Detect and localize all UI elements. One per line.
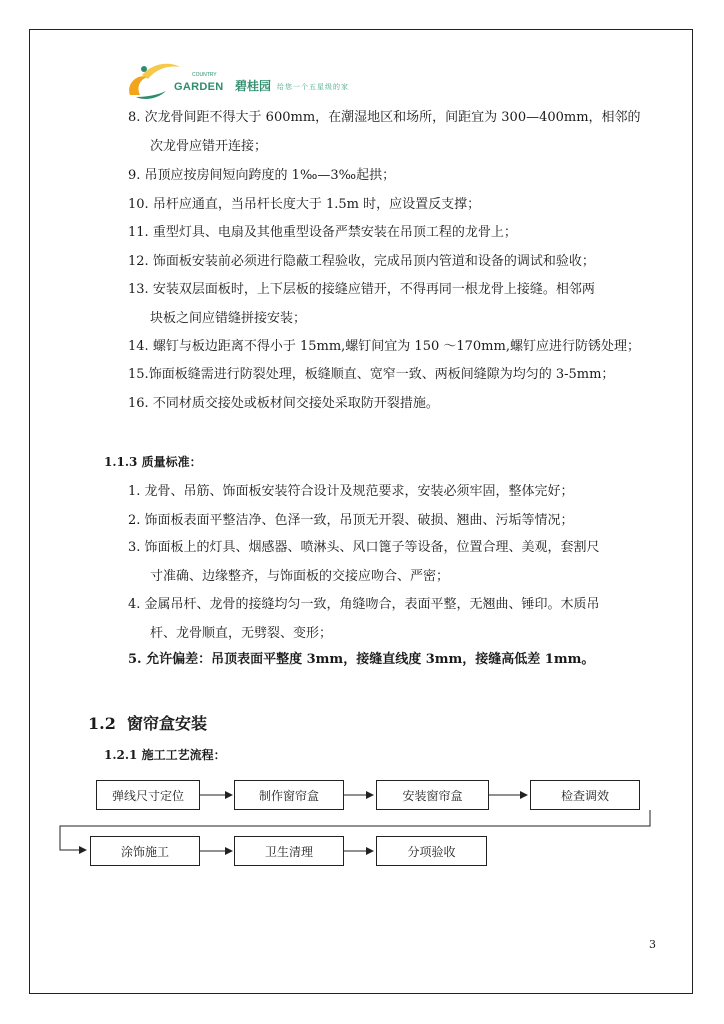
list-item: 14. 螺钉与板边距离不得小于 15mm,螺钉间宜为 150 ～170mm,螺钉应进行防锈处理；: [128, 339, 640, 354]
list-item: 9. 吊顶应按房间短向跨度的 1‰—3‰起拱；: [128, 168, 396, 183]
flow-step-box: 卫生清理: [234, 836, 344, 866]
list-item-continuation: 次龙骨应错开连接；: [150, 139, 268, 154]
list-item-continuation: 块板之间应错缝拼接安装；: [150, 311, 307, 326]
brand-chinese-name: 碧桂园: [235, 79, 272, 93]
list-item: 16. 不同材质交接处或板材间交接处采取防开裂措施。: [128, 396, 439, 411]
list-item: 13. 安装双层面板时，上下层板的接缝应错开，不得再同一根龙骨上接缝。相邻两: [128, 282, 595, 297]
flow-step-box: 安装窗帘盒: [376, 780, 489, 810]
list-item: 8. 次龙骨间距不得大于 600mm，在潮湿地区和场所，间距宜为 300—400mm，相邻的: [128, 110, 641, 125]
flow-step-box: 检查调效: [530, 780, 640, 810]
list-item: 11. 重型灯具、电扇及其他重型设备严禁安装在吊顶工程的龙骨上；: [128, 225, 517, 240]
list-item: 12. 饰面板安装前必须进行隐蔽工程验收，完成吊顶内管道和设备的调试和验收；: [128, 254, 595, 269]
flow-step-box: 制作窗帘盒: [234, 780, 344, 810]
quality-item: 1. 龙骨、吊筋、饰面板安装符合设计及规范要求，安装必须牢固，整体完好；: [128, 484, 574, 499]
quality-item: 4. 金属吊杆、龙骨的接缝均匀一致，角缝吻合，表面平整，无翘曲、锤印。木质吊: [128, 597, 600, 612]
quality-item-continuation: 杆、龙骨顺直，无劈裂、变形；: [150, 626, 333, 641]
brand-country-text: COUNTRY: [192, 72, 217, 78]
list-item: 10. 吊杆应通直，当吊杆长度大于 1.5m 时，应设置反支撑；: [128, 197, 481, 212]
quality-item-continuation: 寸准确、边缘整齐，与饰面板的交接应吻合、严密；: [150, 569, 450, 584]
brand-slogan: 给您一个五星级的家: [277, 83, 349, 91]
quality-heading: 1.1.3 质量标准：: [104, 455, 202, 469]
flow-step-box: 涂饰施工: [90, 836, 200, 866]
page-number: 3: [649, 938, 656, 951]
section-title: 1.2 窗帘盒安装: [88, 714, 207, 733]
flow-step-box: 分项验收: [376, 836, 487, 866]
list-item: 15.饰面板缝需进行防裂处理，板缝顺直、宽窄一致、两板间缝隙为均匀的 3-5mm；: [128, 367, 615, 382]
quality-item-tolerance: 5. 允许偏差：吊顶表面平整度 3mm，接缝直线度 3mm，接缝高低差 1mm。: [128, 652, 595, 667]
quality-item: 2. 饰面板表面平整洁净、色泽一致，吊顶无开裂、破损、翘曲、污垢等情况；: [128, 513, 574, 528]
flow-step-box: 弹线尺寸定位: [96, 780, 200, 810]
brand-english-name: GARDEN: [174, 81, 224, 93]
quality-item: 3. 饰面板上的灯具、烟感器、喷淋头、风口篦子等设备，位置合理、美观，套割尺: [128, 540, 600, 555]
process-subheading: 1.2.1 施工工艺流程：: [104, 748, 226, 762]
